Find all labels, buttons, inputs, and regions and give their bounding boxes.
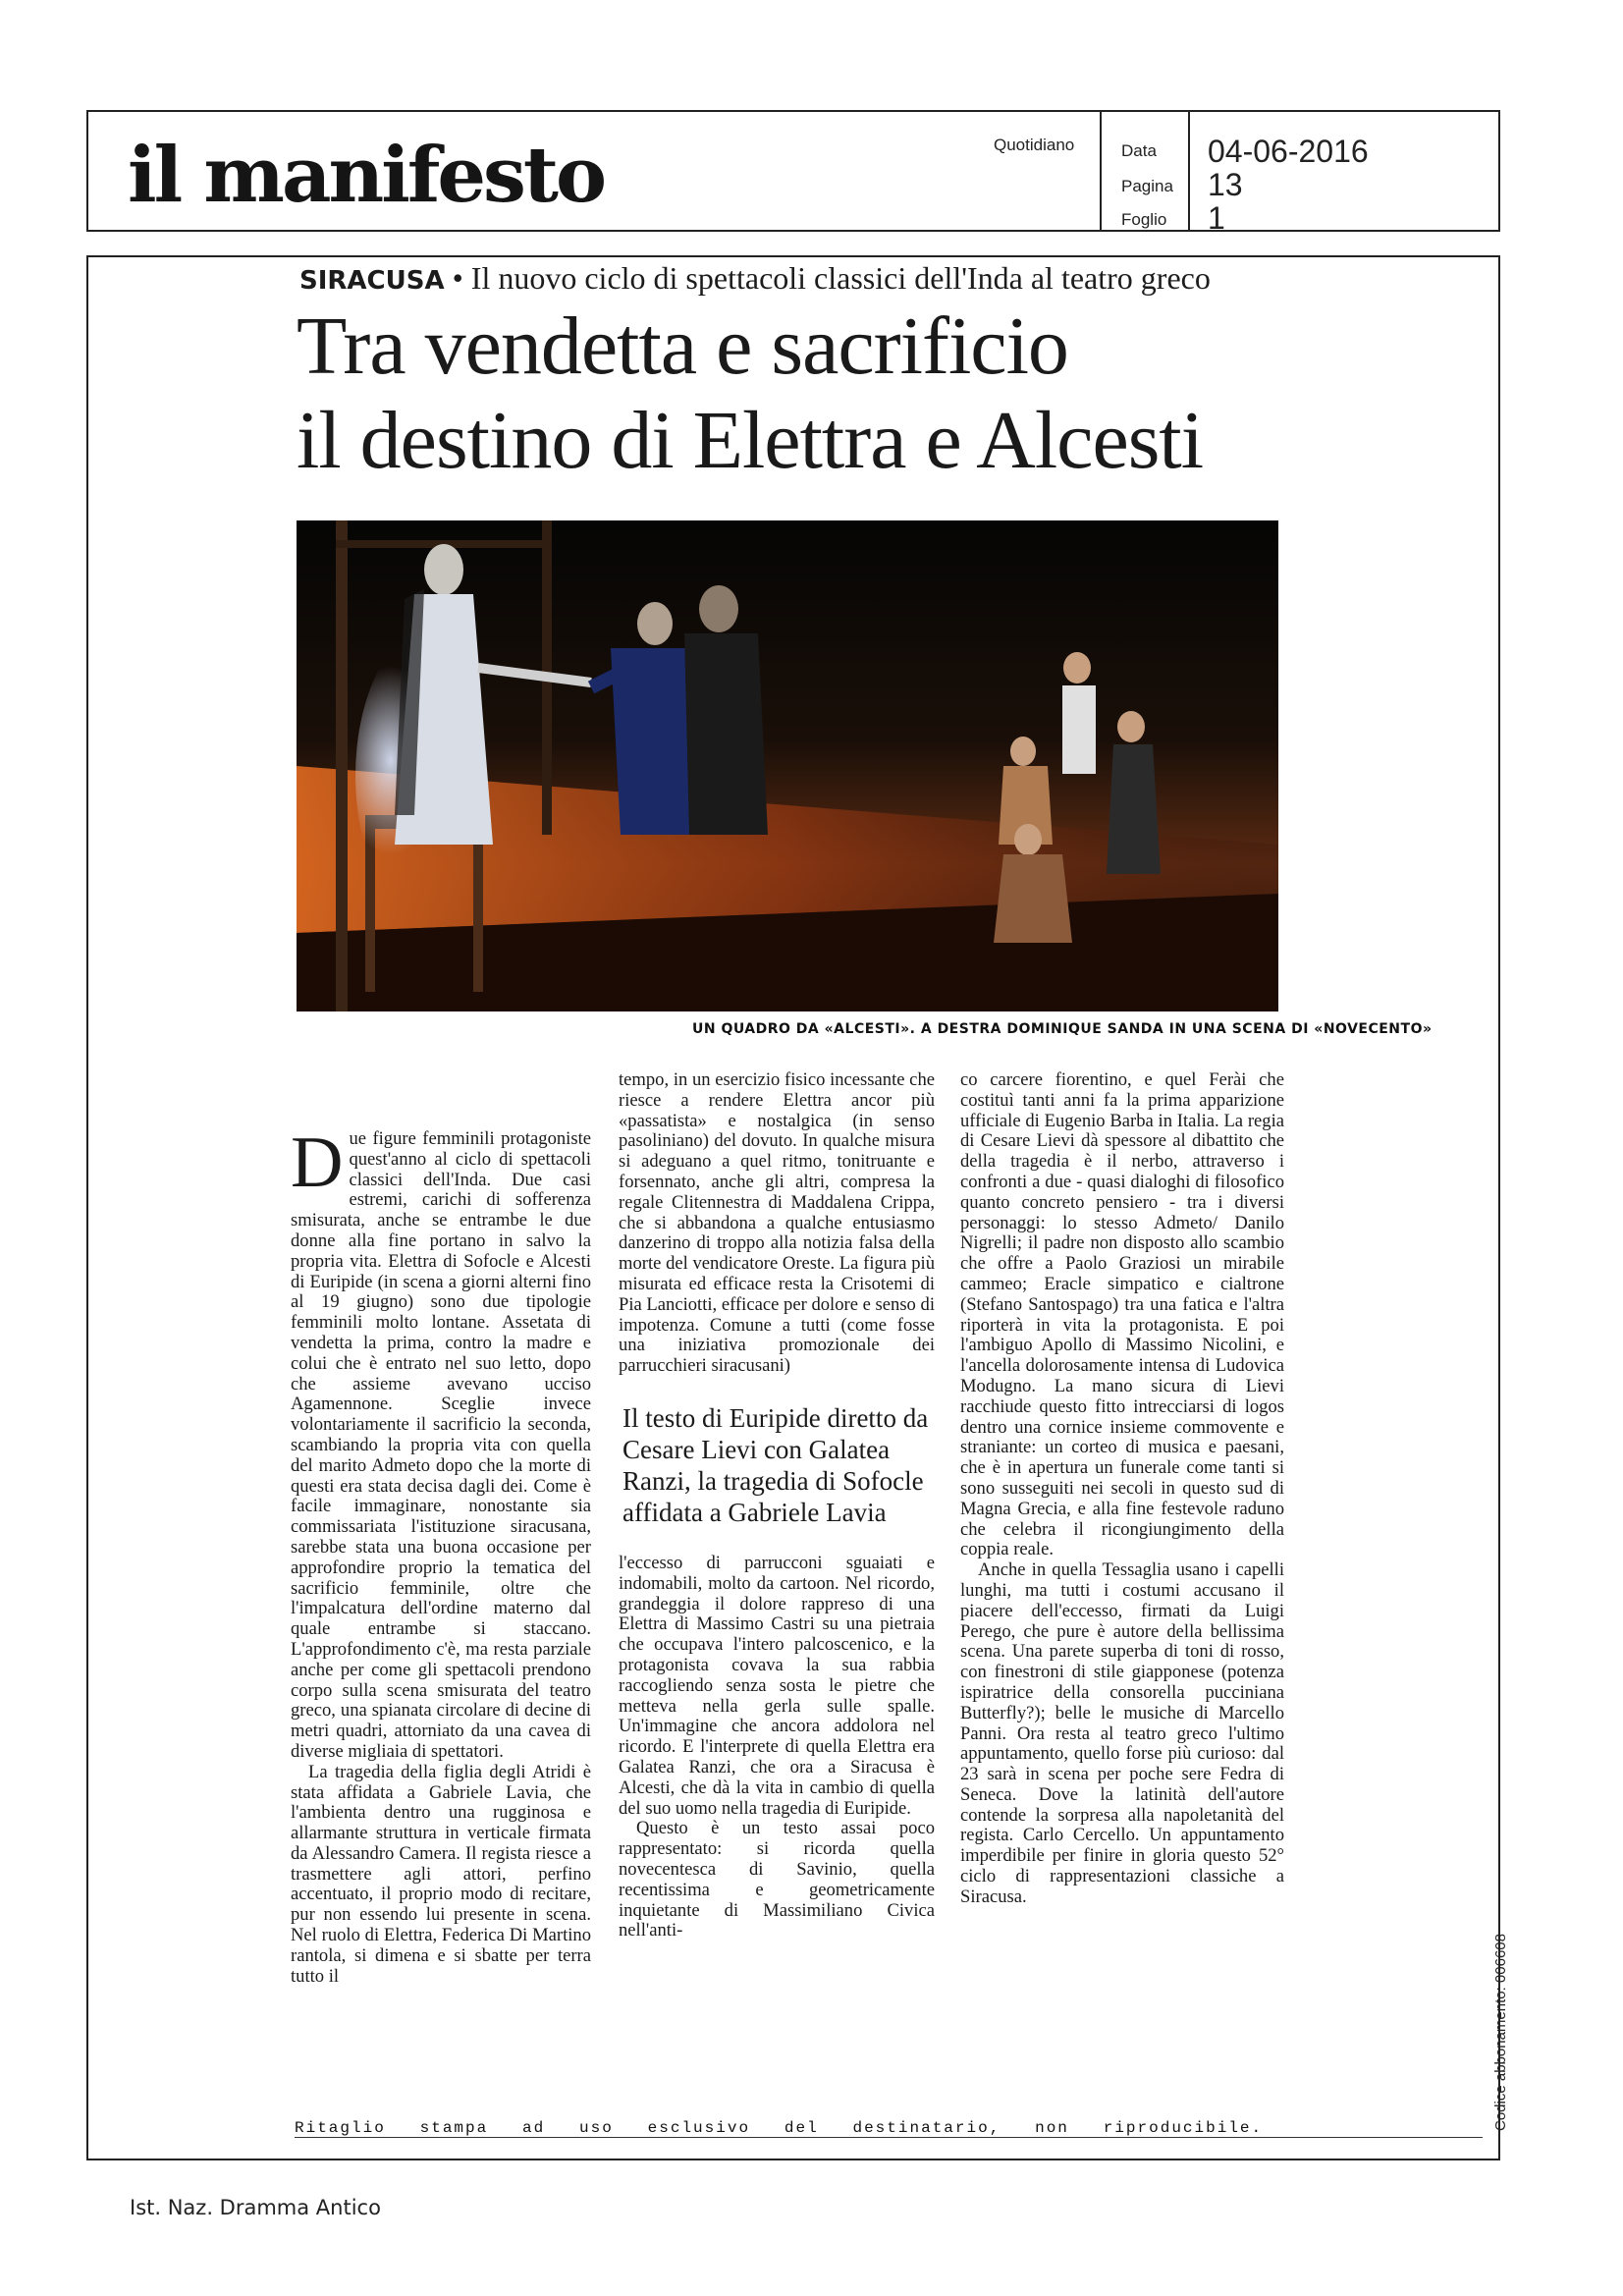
kicker [299,260,1211,297]
paragraph: La tragedia della figlia degli Atridi è stata affidata a Gabriele Lavia, che l'ambienta dentro una rugginosa e allarmante struttura in verticale firmata da Alessandro Camera. Il regista riesce a trasmettere agli attori, perfino accentuato, il proprio modo di recitare, pur non essendo lui presente in scena. Nel ruolo di Elettra, Federica Di Martino rantola, si dimena e si sbatte per terra tutto il [291,1761,591,1987]
stage-photo [297,520,1278,1011]
header-box [86,110,1500,236]
kicker-text: • Il nuovo ciclo di spettacoli classici dell'Inda al teatro greco [444,260,1211,296]
headline-line-1: Tra vendetta e sacrificio [297,301,1068,392]
article-column-2 [619,1070,935,1941]
paragraph: co carcere fiorentino, e quel Ferài che costituì tanti anni fa la prima apparizione ufficiale di Eugenio Barba in Italia. La regia di Cesare Lievi dà spessore al dibattito che della tragedia è il nerbo, attraverso i confronti a due - quasi dialoghi di filosofico quanto concreto pensiero - tra i diversi personaggi: lo stesso Admeto/ Danilo Nigrelli; il padre non disposto allo scambio che offre a Paolo Graziosi un mirabile cammeo; Eracle simpatico e cialtrone (Stefano Santospago) tra una fatica e l'altra riporterà in vita la protagonista. E poi l'ambiguo Apollo di Massimo Nicolini, e l'ancella dolorosamente intensa di Ludovica Modugno. La mano sicura di Lievi racchiude questo fitto intrecciarsi di logos dentro una cornice insieme commovente e straniante: un corteo di musica e paesani, che è in apertura un funerale come tanti si sono susseguiti nei secoli in questo sud di Magna Grecia, e alla fine festevole raduno che celebra il ricongiungimento della coppia reale. [960,1069,1284,1560]
headline-line-2: il destino di Elettra e Alcesti [297,395,1204,486]
paragraph: Questo è un testo assai poco rappresentato: si ricorda quella novecentesca di Savinio, quella recentissima e geometricamente inquietante di Massimiliano Civica nell'anti- [619,1818,935,1941]
footer-source: Ist. Naz. Dramma Antico [130,2196,381,2219]
subscription-code: Codice abbonamento: 006608 [1492,1934,1509,2131]
page-label: Pagina [1121,177,1173,195]
sheet-label: Foglio [1121,210,1167,229]
header-divider [1100,112,1102,230]
drop-cap: D [291,1122,344,1203]
clipping-rule [295,2137,1483,2138]
headline [297,300,1203,488]
publication-type: Quotidiano [994,136,1075,154]
article-column-3 [960,1070,1284,1908]
photo-caption: UN QUADRO DA «ALCESTI». A DESTRA DOMINIQUE SANDA IN UNA SCENA DI «NOVECENTO» [692,1021,1433,1037]
paragraph: l'eccesso di parrucconi sguaiati e indomabili, molto da cartoon. Nel ricordo, grandeggia il dolore rappreso di una Elettra di Massimo Castri su una pietraia che occupava l'intero palcoscenico, e la protagonista covava la sua rabbia raccogliendo senza sosta le pietre che metteva nella gerla sulle spalle. Un'immagine che ancora addolora nel ricordo. E l'interprete di quella Elettra era Galatea Ranzi, che ora a Siracusa è Alcesti, che dà la vita in cambio di quella del suo uomo nella tragedia di Euripide. [619,1552,935,1819]
stage-photo-illustration [297,520,1278,1011]
paragraph-text: ue figure femminili protagoniste quest'anno al ciclo di spettacoli classici dell'Inda. Due casi estremi, carichi di sofferenza smisurata, anche se entrambe le due donne alla fine portano in salvo la propria vita. Elettra di Sofocle e Alcesti di Euripide (in scena a giorni alterni fino al 19 giugno) sono due tipologie femminili molto lontane. Assetata di vendetta la prima, contro la madre e colui che è entrato nel suo letto, dopo che assieme avevano ucciso Agamennone. Sceglie invece volontariamente il sacrificio la seconda, scambiando la propria vita con quella del marito Admeto dopo che la morte di questi era stata decisa dagli dei. Come è facile immaginare, nonostante sia commissariata l'istituzione siracusana, sarebbe stata una buona occasione per approfondire proprio la tematica del sacrificio femminile, oltre che l'impalcatura dell'ordine materno dal quale entrambe si staccano. L'approfondimento c'è, ma resta parziale anche per come gli spettacoli prendono corpo sulla scena smisurata del teatro greco, una spianata circolare di decine di metri quadri, attorniato da una cavea di diverse migliaia di spettatori. [291,1128,591,1762]
sheet-value: 1 [1208,200,1225,236]
pull-quote: Il testo di Euripide diretto da Cesare Lievi con Galatea Ranzi, la tragedia di Sofocle affidata a Gabriele Lavia [622,1402,929,1527]
date-value: 04-06-2016 [1208,134,1369,169]
page-value: 13 [1208,167,1243,202]
date-label: Data [1121,141,1157,160]
paragraph [291,1122,591,1763]
masthead: il manifesto [128,131,604,220]
kicker-place: SIRACUSA [299,266,445,296]
paragraph: Anche in quella Tessaglia usano i capelli lunghi, ma tutti i costumi accusano il piacere dell'eccesso, firmati da Luigi Perego, che pure è autore della bellissima scena. Una parete superba di toni di rosso, con finestroni di stile giapponese (potenza ispiratrice della consorella pucciniana Butterfly?); belle le musiche di Marcello Panni. Ora resta al teatro greco l'ultimo appuntamento, quello forse più curioso: dal 23 sarà in scena per poche sere Fedra di Seneca. Dove la latinità dell'autore contende la sorpresa alla napoletanità del regista. Carlo Cercello. Un appuntamento imperdibile per finire in gloria questo 52° ciclo di rappresentazioni classiche a Siracusa. [960,1559,1284,1907]
clipping-notice: Ritaglio stampa ad uso esclusivo del destinatario, non riproducibile. [295,2119,1264,2137]
paragraph: tempo, in un esercizio fisico incessante che riesce a rendere Elettra ancor più «passatista» e nostalgica (in senso pasoliniano) del dovuto. In qualche misura si adeguano a quel ritmo, tonitruante e forsennato, anche gli altri, compresa la regale Clitennestra di Maddalena Crippa, che si abbandona a qualche entusiasmo danzerino di troppo alla notizia falsa della morte del vendicatore Oreste. La figura più misurata ed efficace resta la Crisotemi di Pia Lanciotti, efficace per dolore e senso di impotenza. Comune a tutti (come fosse una iniziativa promozionale dei parrucchieri siracusani) [619,1069,935,1377]
article-column-1 [291,1122,591,1987]
header-divider [1188,112,1190,230]
